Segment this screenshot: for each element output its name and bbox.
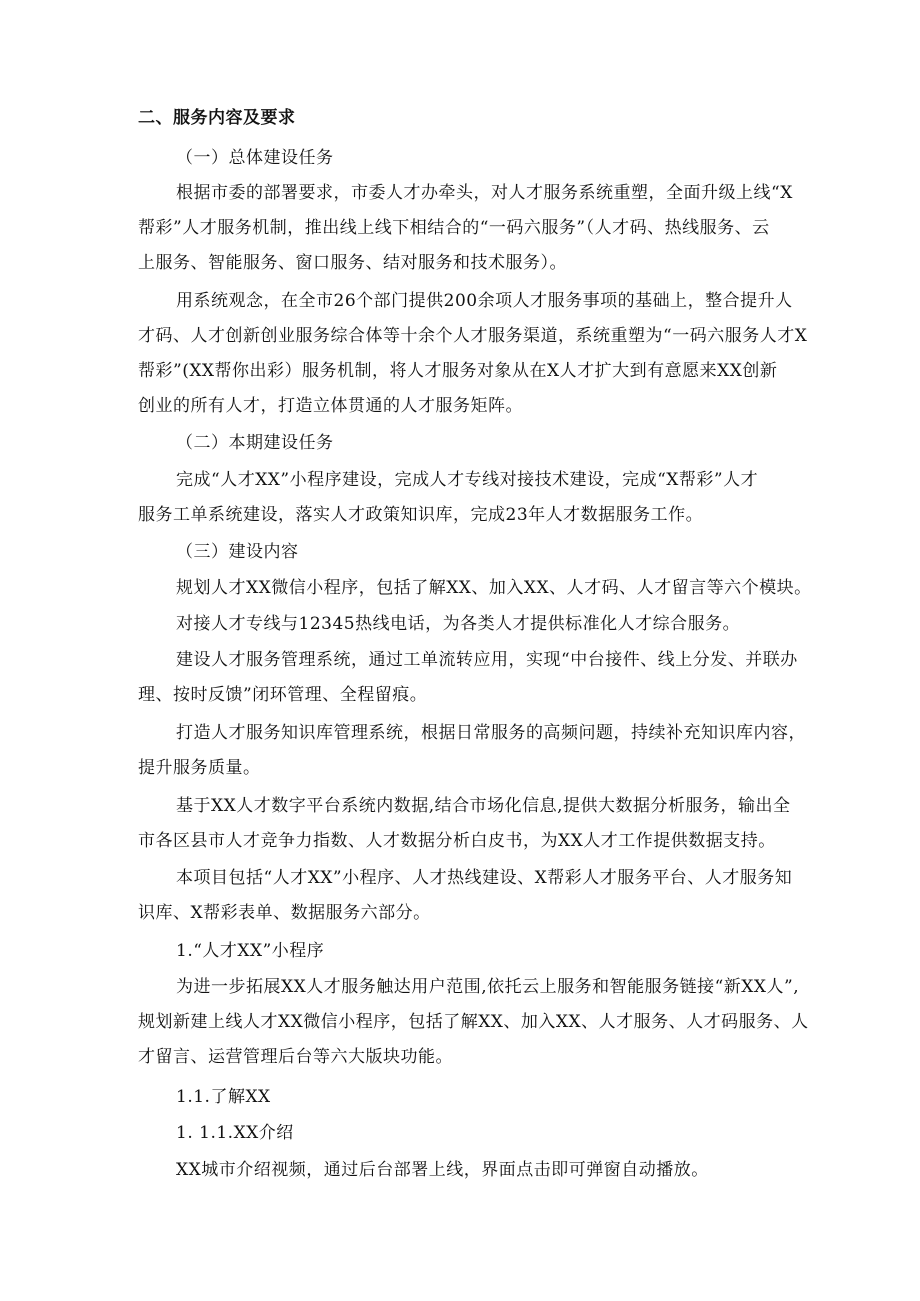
paragraph-line: 完成“人才XX”小程序建设，完成人才专线对接技术建设，完成“X帮彩”人才 xyxy=(176,470,759,490)
paragraph-line: 识库、X帮彩表单、数据服务六部分。 xyxy=(138,903,431,923)
section-heading: 二、服务内容及要求 xyxy=(138,108,296,128)
subsection-heading: 1.“人才XX”小程序 xyxy=(176,941,325,961)
subsection-heading: 1.1.了解XX xyxy=(176,1087,271,1107)
paragraph-line: 才留言、运营管理后台等六大版块功能。 xyxy=(138,1047,453,1067)
paragraph-line: XX城市介绍视频，通过后台部署上线，界面点击即可弹窗自动播放。 xyxy=(176,1160,709,1180)
paragraph-line: 才码、人才创新创业服务综合体等十余个人才服务渠道，系统重塑为“一码六服务人才X xyxy=(138,326,808,346)
subsection-heading: （一）总体建设任务 xyxy=(176,148,334,168)
paragraph-line: 基于XX人才数字平台系统内数据,结合市场化信息,提供大数据分析服务，输出全 xyxy=(176,796,791,816)
paragraph-line: 对接人才专线与12345热线电话，为各类人才提供标准化人才综合服务。 xyxy=(176,614,741,634)
paragraph-line: 帮彩”人才服务机制，推出线上线下相结合的“一码六服务”（人才码、热线服务、云 xyxy=(138,218,770,238)
paragraph-line: 帮彩”(XX帮你出彩）服务机制，将人才服务对象从在X人才扩大到有意愿来XX创新 xyxy=(138,361,778,381)
paragraph-line: 本项目包括“人才XX”小程序、人才热线建设、X帮彩人才服务平台、人才服务知 xyxy=(176,868,793,888)
paragraph-line: 理、按时反馈”闭环管理、全程留痕。 xyxy=(138,685,428,705)
paragraph-line: 提升服务质量。 xyxy=(138,758,261,778)
paragraph-line: 上服务、智能服务、窗口服务、结对服务和技术服务）。 xyxy=(138,253,567,273)
paragraph-line: 创业的所有人才，打造立体贯通的人才服务矩阵。 xyxy=(138,396,523,416)
paragraph-line: 市各区县市人才竞争力指数、人才数据分析白皮书，为XX人才工作提供数据支持。 xyxy=(138,831,776,851)
paragraph-line: 用系统观念，在全市26个部门提供200余项人才服务事项的基础上，整合提升人 xyxy=(176,291,793,311)
paragraph-line: 根据市委的部署要求，市委人才办牵头，对人才服务系统重塑，全面升级上线“X xyxy=(176,183,793,203)
paragraph-line: 打造人才服务知识库管理系统，根据日常服务的高频问题，持续补充知识库内容， xyxy=(176,723,806,743)
paragraph-line: 建设人才服务管理系统，通过工单流转应用，实现“中台接件、线上分发、并联办 xyxy=(176,650,798,670)
subsection-heading: 1. 1.1.XX介绍 xyxy=(176,1123,294,1143)
paragraph-line: 规划新建上线人才XX微信小程序，包括了解XX、加入XX、人才服务、人才码服务、人 xyxy=(138,1012,809,1032)
paragraph-line: 规划人才XX微信小程序，包括了解XX、加入XX、人才码、人才留言等六个模块。 xyxy=(176,578,812,598)
subsection-heading: （二）本期建设任务 xyxy=(176,433,334,453)
paragraph-line: 服务工单系统建设，落实人才政策知识库，完成23年人才数据服务工作。 xyxy=(138,505,704,525)
subsection-heading: （三）建设内容 xyxy=(176,542,299,562)
paragraph-line: 为进一步拓展XX人才服务触达用户范围,依托云上服务和智能服务链接“新XX人”, xyxy=(176,977,800,997)
